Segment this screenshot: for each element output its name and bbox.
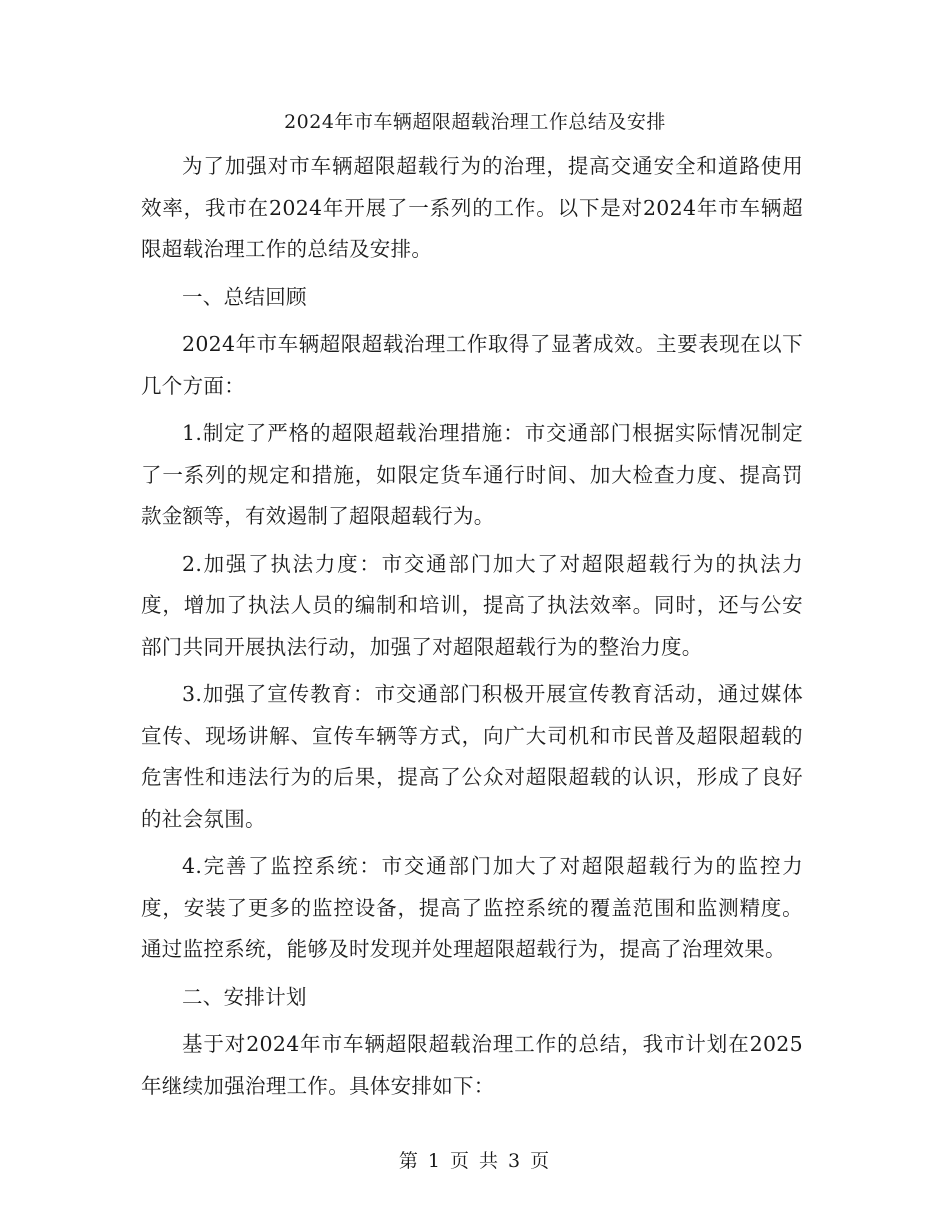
document-title: 2024年市车辆超限超载治理工作总结及安排 bbox=[284, 111, 666, 133]
document-body bbox=[141, 146, 803, 1113]
paragraph-plan-intro: 基于对2024年市车辆超限超载治理工作的总结，我市计划在2025年继续加强治理工作。具体安排如下： bbox=[141, 1032, 803, 1098]
section-heading-plan: 二、安排计划 bbox=[182, 984, 307, 1009]
paragraph-item-3: 3.加强了宣传教育：市交通部门积极开展宣传教育活动，通过媒体宣传、现场讲解、宣传车辆等方式，向广大司机和市民普及超限超载的危害性和违法行为的后果，提高了公众对超限超载的认识，形成了良好的社会氛围。 bbox=[141, 682, 803, 831]
paragraph-intro: 为了加强对市车辆超限超载行为的治理，提高交通安全和道路使用效率，我市在2024年开展了一系列的工作。以下是对2024年市车辆超限超载治理工作的总结及安排。 bbox=[141, 154, 803, 261]
section-heading-summary: 一、总结回顾 bbox=[182, 284, 307, 309]
paragraph-item-4: 4.完善了监控系统：市交通部门加大了对超限超载行为的监控力度，安装了更多的监控设备，提高了监控系统的覆盖范围和监测精度。通过监控系统，能够及时发现并处理超限超载行为，提高了治理效果。 bbox=[141, 854, 803, 961]
paragraph-summary-intro: 2024年市车辆超限超载治理工作取得了显著成效。主要表现在以下几个方面： bbox=[141, 332, 803, 398]
paragraph-item-1: 1.制定了严格的超限超载治理措施：市交通部门根据实际情况制定了一系列的规定和措施，如限定货车通行时间、加大检查力度、提高罚款金额等，有效遏制了超限超载行为。 bbox=[141, 421, 803, 528]
paragraph-item-2: 2.加强了执法力度：市交通部门加大了对超限超载行为的执法力度，增加了执法人员的编制和培训，提高了执法效率。同时，还与公安部门共同开展执法行动，加强了对超限超载行为的整治力度。 bbox=[141, 551, 803, 659]
page-number-footer: 第 1 页 共 3 页 bbox=[398, 1150, 552, 1172]
